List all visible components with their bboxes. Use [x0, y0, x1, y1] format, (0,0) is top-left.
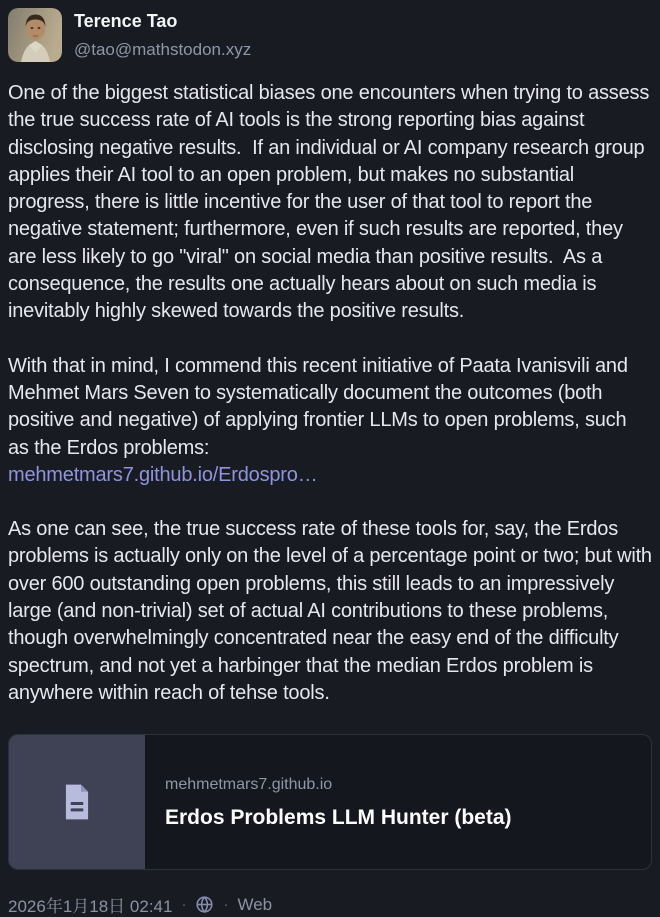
account-handle: @tao@mathstodon.xyz	[74, 39, 252, 59]
separator-dot: ·	[223, 896, 229, 914]
status-link[interactable]: mehmetmars7.github.io/Erdospro…	[8, 463, 318, 486]
card-title: Erdos Problems LLM Hunter (beta)	[165, 805, 512, 829]
document-icon	[61, 783, 93, 821]
globe-icon	[195, 895, 214, 914]
avatar[interactable]	[8, 8, 62, 62]
paragraph-2: With that in mind, I commend this recent initiative of Paata Ivanisvili and Mehmet Mars Seven to systematically document the outcomes (both positive and negative) of applying frontier LLMs to open problems, such as the Erdos problems:	[8, 354, 634, 459]
avatar-image	[8, 8, 62, 62]
card-body	[145, 735, 532, 869]
timestamp: 2026年1月18日 02:41	[8, 897, 173, 917]
paragraph-1: One of the biggest statistical biases one encounters when trying to assess the true success rate of AI tools is the strong reporting bias against disclosing negative results. If an individual or AI company research group applies their AI tool to an open problem, but makes no substantial progress, there is little incentive for the user of that tool to report the negative statement; furthermore, even if such results are reported, they are less likely to go "viral" on social media than positive results. As a consequence, the results one actually hears about on such media is inevitably highly skewed towards the positive results.	[8, 82, 655, 323]
card-domain: mehmetmars7.github.io	[165, 775, 333, 793]
card-thumbnail	[9, 735, 145, 869]
paragraph-3: As one can see, the true success rate of these tools for, say, the Erdos problems is actually only on the level of a percentage point or two; but with over 600 outstanding open problems, this still leads to an impressively large (and non-trivial) set of actual AI contributions to these problems, though overwhelmingly concentrated near the easy end of the difficulty spectrum, and not yet a harbinger that the median Erdos problem is anywhere within reach of tehse tools.	[8, 518, 658, 704]
status-content	[8, 80, 658, 734]
author-names	[74, 8, 251, 60]
separator-dot: ·	[181, 896, 187, 914]
post-footer	[8, 892, 652, 917]
post-header	[8, 8, 652, 62]
link-preview-card[interactable]	[8, 734, 652, 870]
application-name: Web	[237, 894, 273, 914]
display-name[interactable]: Terence Tao	[74, 11, 178, 31]
